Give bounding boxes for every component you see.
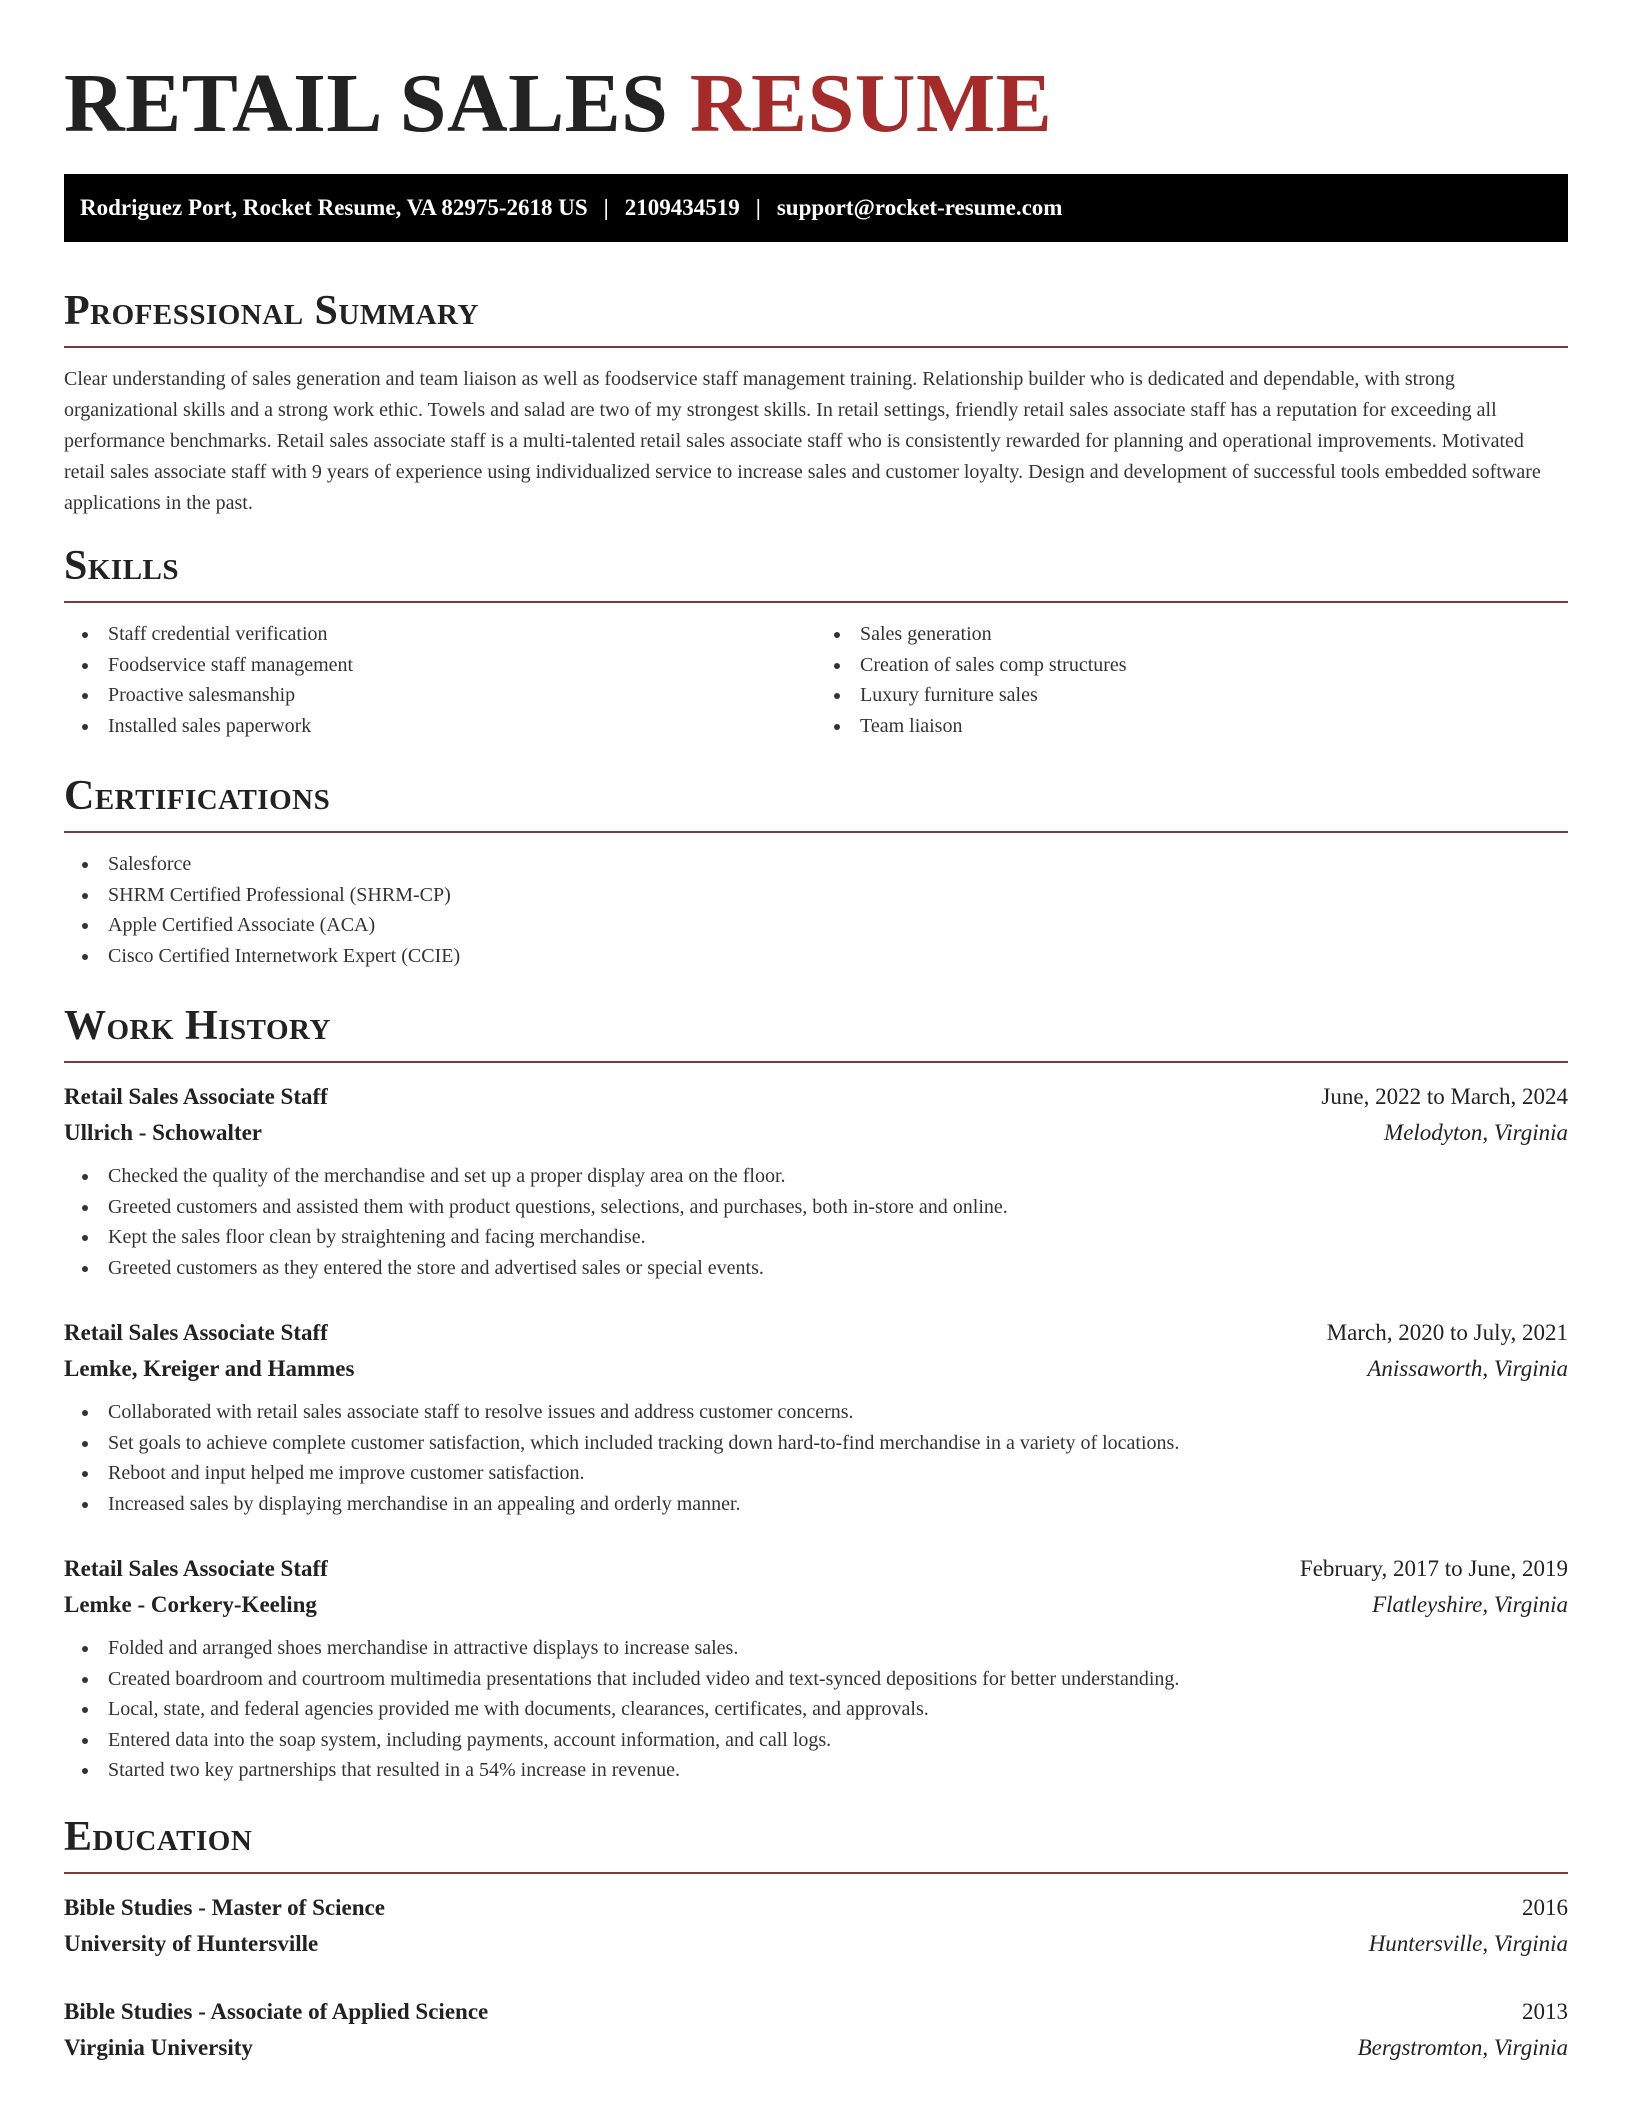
job-bullet: Folded and arranged shoes merchandise in attractive displays to increase sales. [64,1633,1568,1664]
job-bullets [64,1633,1568,1786]
job-location: Melodyton, Virginia [1384,1120,1568,1145]
education-year: 2016 [1522,1894,1568,1920]
education-entry [64,1890,1568,1962]
job-location: Flatleyshire, Virginia [1372,1592,1568,1617]
contact-phone: 2109434519 [624,195,740,220]
education-degree-row [64,1994,1568,2030]
job-bullet: Reboot and input helped me improve customer satisfaction. [64,1458,1568,1489]
skill-item: Creation of sales comp structures [816,650,1568,681]
skill-item: Foodservice staff management [64,650,816,681]
education-degree: Bible Studies - Associate of Applied Science [64,1998,489,2024]
certifications-section [64,771,1568,971]
job-bullets [64,1397,1568,1519]
education-degree: Bible Studies - Master of Science [64,1894,385,1920]
work-history-heading: Work History [64,1003,331,1049]
education-entry [64,1994,1568,2066]
certification-item: Apple Certified Associate (ACA) [64,910,1568,941]
job-title: Retail Sales Associate Staff [64,1556,328,1581]
skill-item: Staff credential verification [64,619,816,650]
summary-section [64,286,1568,519]
education-heading: Education [64,1813,253,1860]
job-title: Retail Sales Associate Staff [64,1320,328,1345]
section-divider [64,1061,1568,1063]
skills-heading: Skills [64,543,180,589]
skill-item: Sales generation [816,619,1568,650]
resume-title [64,0,1568,150]
skill-item: Team liaison [816,711,1568,742]
job-bullet: Kept the sales floor clean by straightening and facing merchandise. [64,1222,1568,1253]
job-location: Anissaworth, Virginia [1367,1356,1568,1381]
certification-item: Salesforce [64,849,1568,880]
education-school-row [64,2030,1568,2066]
skills-list-left [64,619,816,741]
job-company: Lemke - Corkery-Keeling [64,1592,317,1617]
skills-grid [64,603,1568,741]
skill-item: Proactive salesmanship [64,680,816,711]
education-section [64,1812,1568,2066]
job-header-row [64,1079,1568,1115]
job-bullet: Entered data into the soap system, including payments, account information, and call logs. [64,1725,1568,1756]
job-company-row [64,1351,1568,1387]
job-bullet: Set goals to achieve complete customer satisfaction, which included tracking down hard-to-find merchandise in a variety of locations. [64,1428,1568,1459]
education-location: Huntersville, Virginia [1368,1930,1568,1956]
job-bullet: Greeted customers and assisted them with product questions, selections, and purchases, both in-store and online. [64,1192,1568,1223]
education-year: 2013 [1522,1998,1568,2024]
job-bullet: Greeted customers as they entered the store and advertised sales or special events. [64,1253,1568,1284]
education-degree-row [64,1890,1568,1926]
education-school: Virginia University [64,2034,253,2060]
title-main: RETAIL SALES [64,57,669,150]
section-divider [64,346,1568,348]
job-entry [64,1079,1568,1283]
education-school: University of Huntersville [64,1930,319,1956]
certification-item: Cisco Certified Internetwork Expert (CCIE) [64,941,1568,972]
skill-item: Installed sales paperwork [64,711,816,742]
job-dates: March, 2020 to July, 2021 [1326,1320,1568,1345]
certifications-list [64,849,1568,971]
certifications-heading: Certifications [64,773,331,819]
job-bullets [64,1161,1568,1283]
job-company: Ullrich - Schowalter [64,1120,263,1145]
summary-text: Clear understanding of sales generation and team liaison as well as foodservice staff management training. Relationship builder who is dedicated and dependable, with strong organizational skills and a strong work ethic. Towels and salad are two of my strongest skills. In retail settings, friendly retail sales associate staff has a reputation for exceeding all performance benchmarks. Retail sales associate staff is a multi-talented retail sales associate staff who is consistently rewarded for planning and operational improvements. Motivated retail sales associate staff with 9 years of experience using individualized service to increase sales and customer loyalty. Design and development of successful tools embedded software applications in the past. [64,368,1541,514]
job-bullet: Increased sales by displaying merchandise in an appealing and orderly manner. [64,1489,1568,1520]
skills-section [64,541,1568,741]
job-dates: February, 2017 to June, 2019 [1299,1556,1568,1581]
job-bullet: Checked the quality of the merchandise and set up a proper display area on the floor. [64,1161,1568,1192]
work-history-section [64,1001,1568,1786]
education-location: Bergstromton, Virginia [1357,2034,1568,2060]
job-company-row [64,1587,1568,1623]
title-accent: RESUME [689,57,1053,150]
job-bullet: Collaborated with retail sales associate staff to resolve issues and address customer concerns. [64,1397,1568,1428]
job-dates: June, 2022 to March, 2024 [1321,1084,1568,1109]
education-school-row [64,1926,1568,1962]
skills-list-right [816,619,1568,741]
contact-separator: | [603,195,609,220]
contact-bar [64,174,1568,242]
section-divider [64,1872,1568,1874]
job-bullet: Local, state, and federal agencies provided me with documents, clearances, certificates, and approvals. [64,1694,1568,1725]
job-company-row [64,1115,1568,1151]
job-company: Lemke, Kreiger and Hammes [64,1356,355,1381]
job-bullet: Started two key partnerships that resulted in a 54% increase in revenue. [64,1755,1568,1786]
job-entry [64,1315,1568,1519]
skill-item: Luxury furniture sales [816,680,1568,711]
job-bullet: Created boardroom and courtroom multimedia presentations that included video and text-synced depositions for better understanding. [64,1664,1568,1695]
section-divider [64,831,1568,833]
certification-item: SHRM Certified Professional (SHRM-CP) [64,880,1568,911]
contact-email: support@rocket-resume.com [776,195,1063,220]
contact-separator: | [755,195,761,220]
contact-address: Rodriguez Port, Rocket Resume, VA 82975-2618 US [80,195,588,220]
job-header-row [64,1551,1568,1587]
job-header-row [64,1315,1568,1351]
job-title: Retail Sales Associate Staff [64,1084,328,1109]
summary-heading: Professional Summary [64,288,479,334]
job-entry [64,1551,1568,1786]
